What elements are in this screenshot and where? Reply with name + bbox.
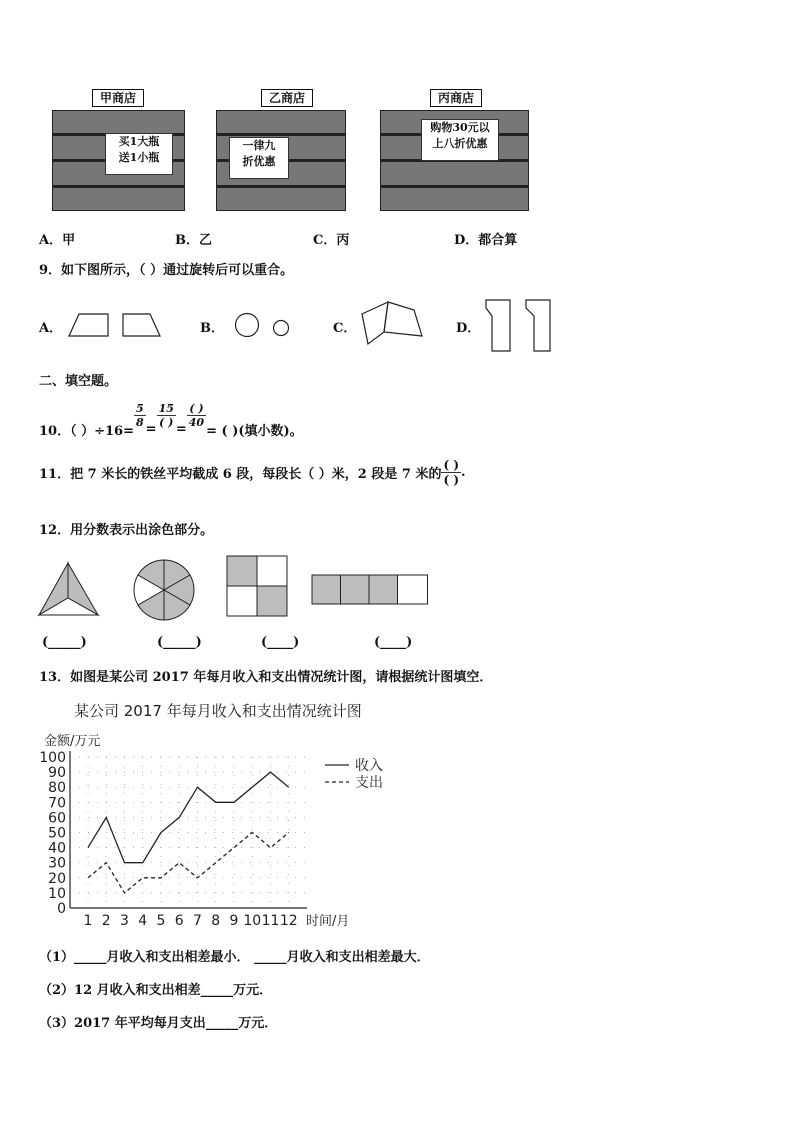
y-tick-label: 0 <box>57 901 66 917</box>
q9-option-b-label[interactable]: B． <box>200 321 224 336</box>
x-tick-label: 4 <box>138 913 148 929</box>
q12-answer-blank-4[interactable]: (____) <box>374 635 413 650</box>
x-tick-label: 5 <box>156 913 166 929</box>
y-axis-label: 金额/万元 <box>44 734 101 749</box>
l-shape-left <box>486 300 510 351</box>
q10-fraction-3: $\frac{( )}{40}$ <box>188 402 205 429</box>
question-12: 12．用分数表示出涂色部分。 <box>39 523 214 538</box>
y-tick-label: 90 <box>48 765 66 782</box>
store-sign: 购物30元以 上八折优惠 <box>421 119 499 161</box>
store-sign: 一律九 折优惠 <box>229 137 289 179</box>
q12-answer-blank-1[interactable]: (_____) <box>42 635 87 650</box>
y-tick-label: 60 <box>48 810 66 827</box>
x-tick-label: 11 <box>261 913 280 929</box>
store-label-jia: 甲商店 <box>92 89 144 107</box>
square-cell-unshaded <box>257 556 287 586</box>
q10-prefix: 10．（ ）÷16= <box>39 424 134 439</box>
square-cell-shaded <box>227 556 257 586</box>
q9-option-a-shapes <box>66 308 166 340</box>
q11-fraction-blank[interactable]: $\frac{( )}{( )}$ <box>443 458 460 487</box>
store-sign: 买1大瓶 送1小瓶 <box>105 133 173 175</box>
q10-suffix: = ( )(填小数)。 <box>206 424 303 439</box>
option-c[interactable]: C．丙 <box>313 233 350 248</box>
q9-option-a-label[interactable]: A． <box>39 321 63 336</box>
q12-answer-blank-2[interactable]: (_____) <box>157 635 202 650</box>
y-tick-label: 30 <box>48 855 66 872</box>
x-tick-label: 1 <box>83 913 93 929</box>
store-photo-jia <box>52 110 185 211</box>
store-photo-yi <box>216 110 346 211</box>
question-9: 9．如下图所示，（ ）通过旋转后可以重合。 <box>39 263 294 278</box>
question-13: 13．如图是某公司 2017 年每月收入和支出情况统计图，请根据统计图填空． <box>39 670 493 685</box>
option-d[interactable]: D．都合算 <box>454 233 518 248</box>
chart-legend <box>325 757 383 791</box>
store-label-yi: 乙商店 <box>261 89 313 107</box>
y-tick-label: 70 <box>48 795 66 812</box>
q12-square-figure <box>226 555 288 617</box>
x-tick-label: 2 <box>101 913 111 929</box>
q12-answer-blank-3[interactable]: (____) <box>261 635 300 650</box>
series-line-income <box>88 772 289 863</box>
chart-axes <box>70 751 307 908</box>
store-photo-bing <box>380 110 529 211</box>
y-tick-label: 40 <box>48 840 66 857</box>
q13-subquestion-3: （3）2017 年平均每月支出_____万元． <box>39 1016 278 1031</box>
chart-series <box>88 772 289 893</box>
small-circle <box>274 321 289 336</box>
q9-option-c-label[interactable]: C． <box>333 321 357 336</box>
trapezoid-left <box>69 314 108 336</box>
strip-cell-shaded <box>341 575 370 604</box>
chart-title: 某公司 2017 年每月收入和支出情况统计图 <box>74 702 362 720</box>
chart-ticks <box>39 750 297 929</box>
y-tick-label: 80 <box>48 780 66 797</box>
trapezoid-rotated-2 <box>384 302 422 336</box>
x-axis-label: 时间/月 <box>306 914 350 929</box>
q10-fraction-1: $\frac{5}{8}$ <box>136 402 144 429</box>
x-tick-label: 12 <box>279 913 298 929</box>
series-line-expense <box>88 833 289 893</box>
q10-fraction-2: $\frac{15}{( )}$ <box>158 402 174 429</box>
x-tick-label: 8 <box>211 913 221 929</box>
q13-subquestion-1: （1）_____月收入和支出相差最小． _____月收入和支出相差最大． <box>39 950 430 965</box>
y-tick-label: 50 <box>48 825 66 842</box>
strip-cell-shaded <box>312 575 341 604</box>
store-label-bing: 丙商店 <box>430 89 482 107</box>
y-tick-label: 20 <box>48 870 66 887</box>
y-tick-label: 10 <box>48 885 66 902</box>
square-cell-shaded <box>257 586 287 616</box>
q9-option-b-shapes <box>230 308 300 342</box>
question-11: 11．把 7 米长的铁丝平均截成 6 段，每段长（ ）米，2 段是 7 米的 $\frac{( )}{( )}$ . <box>39 458 466 487</box>
line-chart <box>30 695 400 935</box>
x-tick-label: 3 <box>120 913 129 929</box>
trapezoid-rotated-1 <box>362 302 388 344</box>
x-tick-label: 10 <box>243 913 262 929</box>
option-a[interactable]: A．甲 <box>39 233 76 248</box>
q12-triangle-figure <box>36 560 102 618</box>
q9-option-d-label[interactable]: D． <box>456 321 481 336</box>
legend-label: 支出 <box>355 775 383 791</box>
large-circle <box>236 314 259 337</box>
legend-label: 收入 <box>355 758 383 774</box>
l-shape-right <box>526 300 550 351</box>
square-cell-unshaded <box>227 586 257 616</box>
trapezoid-right <box>123 314 160 336</box>
y-tick-label: 100 <box>39 750 66 766</box>
chart-grid <box>70 757 307 908</box>
strip-cell-shaded <box>369 575 398 604</box>
x-tick-label: 9 <box>229 913 239 929</box>
question-10: 10．（ ）÷16= $\frac{5}{8}$ = $\frac{15}{( )}$ = $\frac{( )}{40}$ = ( )(填小数)。 <box>39 402 303 439</box>
q12-circle-figure <box>130 556 198 624</box>
section-heading-fill-in: 二、填空题。 <box>39 374 118 389</box>
q13-subquestion-2: （2）12 月收入和支出相差_____万元． <box>39 983 273 998</box>
strip-cell-unshaded <box>398 575 428 604</box>
q9-option-c-shapes <box>356 298 428 350</box>
q12-rectangle-strip-figure <box>311 574 429 606</box>
option-b[interactable]: B．乙 <box>175 233 212 248</box>
x-tick-label: 7 <box>193 913 202 929</box>
q9-option-d-shapes <box>480 296 555 354</box>
x-tick-label: 6 <box>174 913 184 929</box>
